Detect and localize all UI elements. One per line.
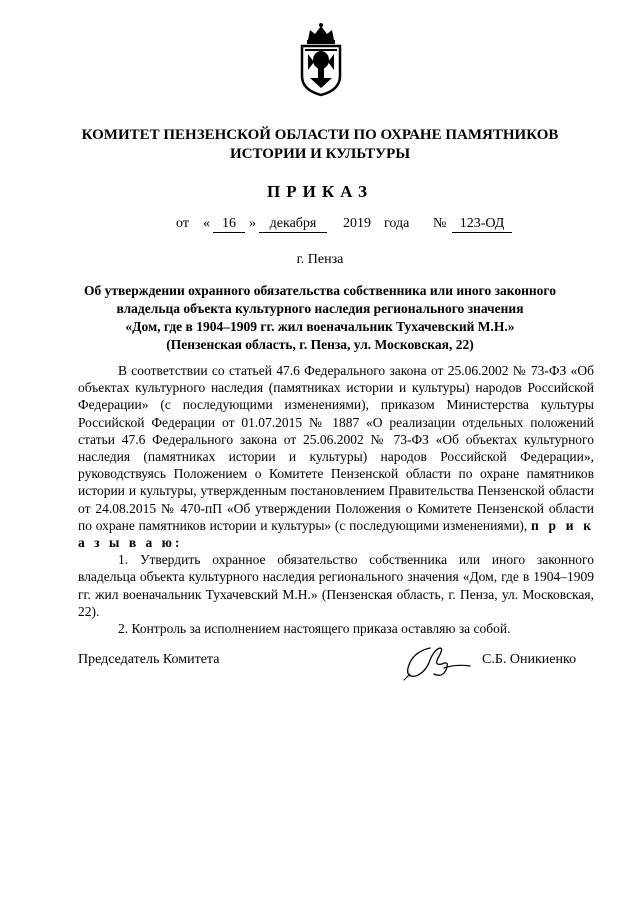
order-item-2: 2. Контроль за исполнением настоящего приказа оставляю за собой. [118,621,511,637]
number-sign: № [433,216,447,231]
quote-open: « [203,216,210,231]
order-item-1: 1. Утвердить охранное обязательство собственника или иного законного владельца объекта культурного наследия регионального значения «Дом, где в 1904–1909 гг. жил военачальник Тухачевский М.Н.» (Пензенская область, г. Пенза, ул. Московская, 22). [78,552,594,619]
signer-name: С.Б. Оникиенко [482,652,577,667]
title-line-4: (Пензенская область, г. Пенза, ул. Московская, 22) [166,337,474,352]
order-number: 123-ОД [452,216,512,233]
signer-position: Председатель Комитета [78,652,220,667]
signature-block [0,650,640,690]
order-body [78,362,594,637]
order-day: 16 [213,216,245,233]
from-label: от [176,216,189,231]
order-month: декабря [259,216,327,233]
quote-close: » [249,216,256,231]
preamble-paragraph [78,362,594,551]
year-label: года [384,216,410,231]
order-title [70,282,570,354]
title-line-3: «Дом, где в 1904–1909 гг. жил военачальник Тухачевский М.Н.» [125,319,515,334]
document-type: ПРИКАЗ [267,182,373,201]
title-line-2: владельца объекта культурного наследия регионального значения [116,301,524,316]
order-word: п р и к а з ы в а ю: [78,517,595,551]
city: г. Пенза [296,252,344,267]
handwritten-signature [400,638,480,684]
preamble-text: В соответствии со статьей 47.6 Федерального закона от 25.06.2002 № 73-ФЗ «Об объектах культурного наследия (памятниках истории и культуры) народов Российской Федерации» (с последующими изменениями), приказом Министерства культуры Российской Федерации от 01.07.2015 № 1887 «О реализации отдельных положений статьи 47.6 Федерального закона от 25.06.2002 № 73-ФЗ «Об объектах культурного наследия (памятниках истории и культуры) народов Российской Федерации», руководствуясь Положением о Комитете Пензенской области по охране памятников истории и культуры, утвержденным постановлением Правительства Пензенской области от 24.08.2015 № 470-пП «Об утверждении Положения о Комитете Пензенской области по охране памятников истории и культуры» (с последующими изменениями), [78,363,594,533]
coat-of-arms-icon [296,22,346,97]
committee-line-1: КОМИТЕТ ПЕНЗЕНСКОЙ ОБЛАСТИ ПО ОХРАНЕ ПАМЯТНИКОВ [81,127,559,143]
order-year: 2019 [343,216,371,231]
date-number-line [0,216,640,236]
committee-line-2: ИСТОРИИ И КУЛЬТУРЫ [229,146,411,162]
title-line-1: Об утверждении охранного обязательства собственника или иного законного [84,283,556,298]
committee-name [60,126,580,164]
